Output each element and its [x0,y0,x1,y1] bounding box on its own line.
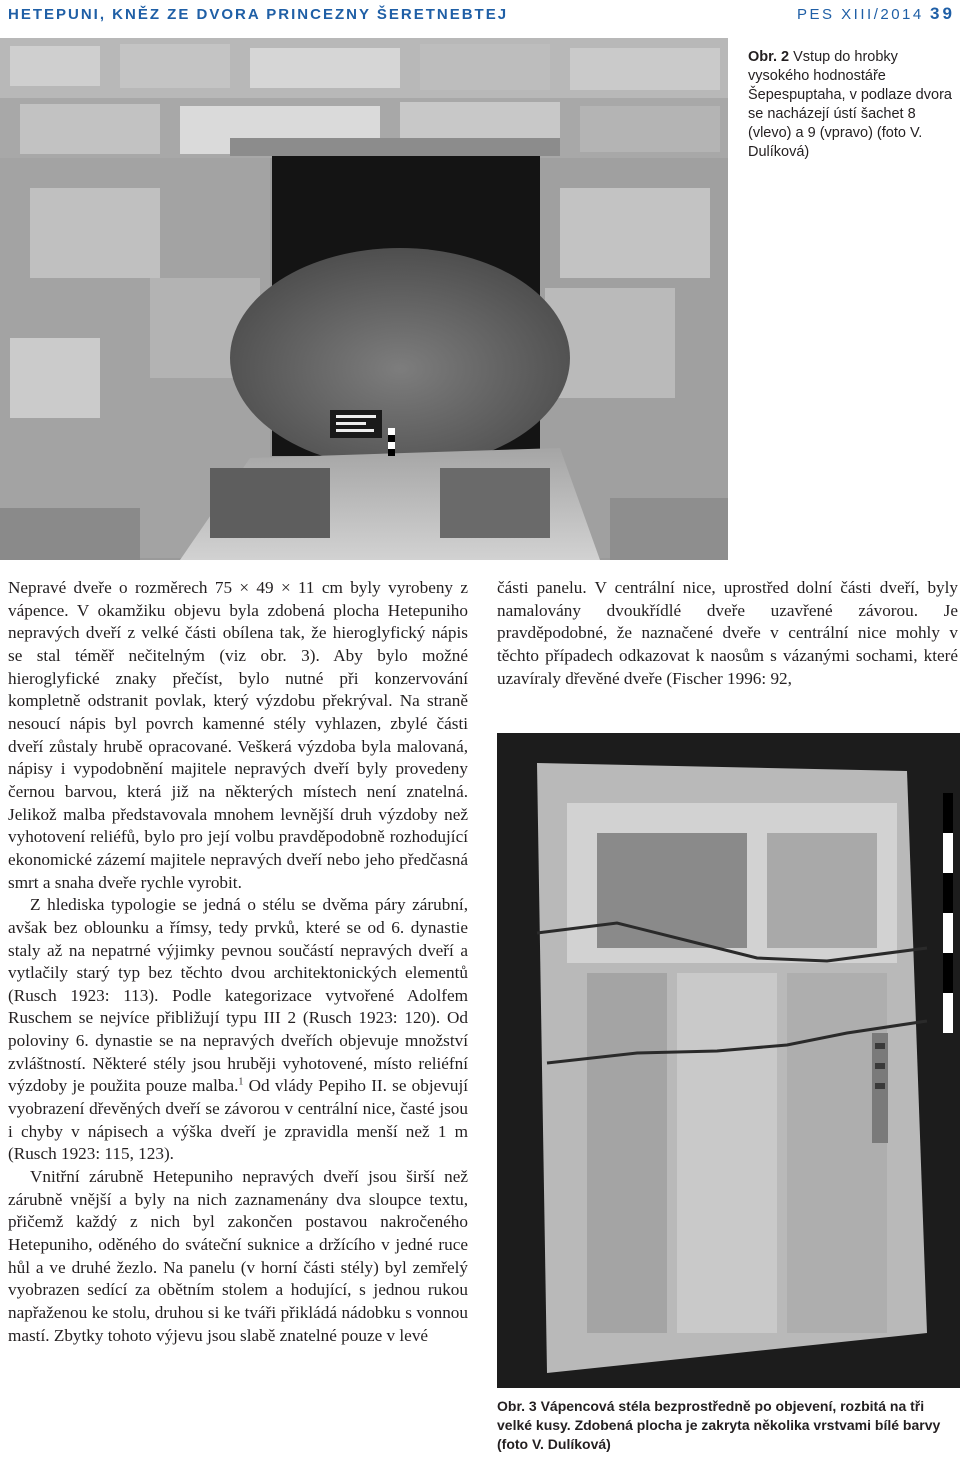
stela-photo [497,733,960,1388]
figure-2-label: Obr. 2 [748,49,790,65]
right-text-column [497,577,958,690]
page-number: 39 [930,4,955,23]
article-title: HETEPUNI, KNĚZ ZE DVORA PRINCEZNY ŠERETNEBTEJ [8,6,509,23]
paragraph-1: Nepravé dveře o rozměrech 75 × 49 × 11 cm byly vyrobeny z vápence. V okamžiku objevu byla zdobená plocha Hetepuniho nepravých dveří z velké části obílena tak, že hieroglyfický nápis se stal téměř nečitelným (viz obr. 3). Aby bylo možné hieroglyfické znaky přečíst, bylo nutné při konzervování kompletně odstranit povlak, který výzdobu překrýval. Na straně nesoucí nápis byl povrch kamenné stély vyhlazen, zbylé části dveří zůstaly hrubě opracované. Veškerá výzdoba byla malovaná, nápisy i vypodobnění majitele nepravých dveří byly provedeny černou barvou, která již na některých místech není znatelná. Jelikož malba představovala mnohem levnější druh výzdoby než vyhotovení reliéfů, bylo pro její volbu pravděpodobně rozhodující ekonomické zázemí majitele nepravých dveří nebo jeho předčasná smrt a snaha dveře rychle vyrobit. [8,578,468,892]
tomb-entrance-photo [0,38,728,560]
footnote-marker: 1 [238,1076,244,1088]
running-head [8,4,958,26]
journal-issue: PES XIII/2014 [797,6,924,23]
tomb-entrance-image [0,38,728,560]
figure-2-text: Vstup do hrobky vysokého hodnostáře Šepespuptaha, v podlaze dvora se nacházejí ústí šachet 8 (vlevo) a 9 (vpravo) (foto V. Dulíková) [748,49,952,160]
paragraph-3: Vnitřní zárubně Hetepuniho nepravých dveří jsou širší než zárubně vnější a byly na nich zaznamenány dva sloupce textu, přičemž každý z nich byl zakončen postavou nakročeného Hetepuniho, oděného do sváteční suknice a držícího v jedné ruce hůl a ve druhé žezlo. Na panelu (v horní části stély) byl zemřelý vyobrazen sedící za obětním stolem a hodující, s jednou rukou napřaženou ke stolu, druhou si ke tváři přikládá nádobku s vonnou mastí. Zbytky tohoto výjevu jsou slabě znatelné pouze v levé [8,1167,468,1345]
paragraph-2-continuation: Od vlády Pepiho II. se objevují vyobrazení dřevěných dveří se závorou v centrální nice, časté jsou i chyby v nápisech a výška dveří je zpravidla menší než 1 m (Rusch 1923: 115, 123). [8,1076,469,1164]
paragraph-2-text: Z hlediska typologie se jedná o stélu se dvěma páry zárubní, avšak bez oblounku a římsy, tedy prvků, které se od 6. dynastie staly až na nepatrné výjimky pevnou součástí nepravých dveří a vytlačily starý typ bez těchto dvou architektonických elementů (Rusch 1923: 113). Podle kategorizace vytvořené Adolfem Ruschem se nejvíce přibližují typu III 2 (Rusch 1923: 120). Od poloviny 6. dynastie se na nepravých dveřích objevuje množství zvláštností. Některé stély jsou hruběji vyhotovené, místo reliéfní výzdoby je použita pouze malba. [8,895,468,1096]
paragraph-2 [8,894,468,1166]
paragraph-continuation: části panelu. V centrální nice, uprostřed dolní části dveří, byly namalovány dvoukřídlé dveře uzavřené závorou. Je pravděpodobné, že naznačené dveře v centrální nice mohly v těchto případech odkazovat k naosům s vázanými sochami, které uzavíraly dřevěné dveře (Fischer 1996: 92, [497,578,958,688]
figure-3-caption [497,1397,947,1454]
figure-3-text: Vápencová stéla bezprostředně po objevení, rozbitá na tři velké kusy. Zdobená plocha je zakryta několika vrstvami bílé barvy (foto V. Dulíková) [497,1398,941,1452]
stela-image [497,733,960,1388]
left-text-column [8,577,468,1347]
figure-3-label: Obr. 3 [497,1398,537,1414]
figure-2-caption [748,48,958,162]
